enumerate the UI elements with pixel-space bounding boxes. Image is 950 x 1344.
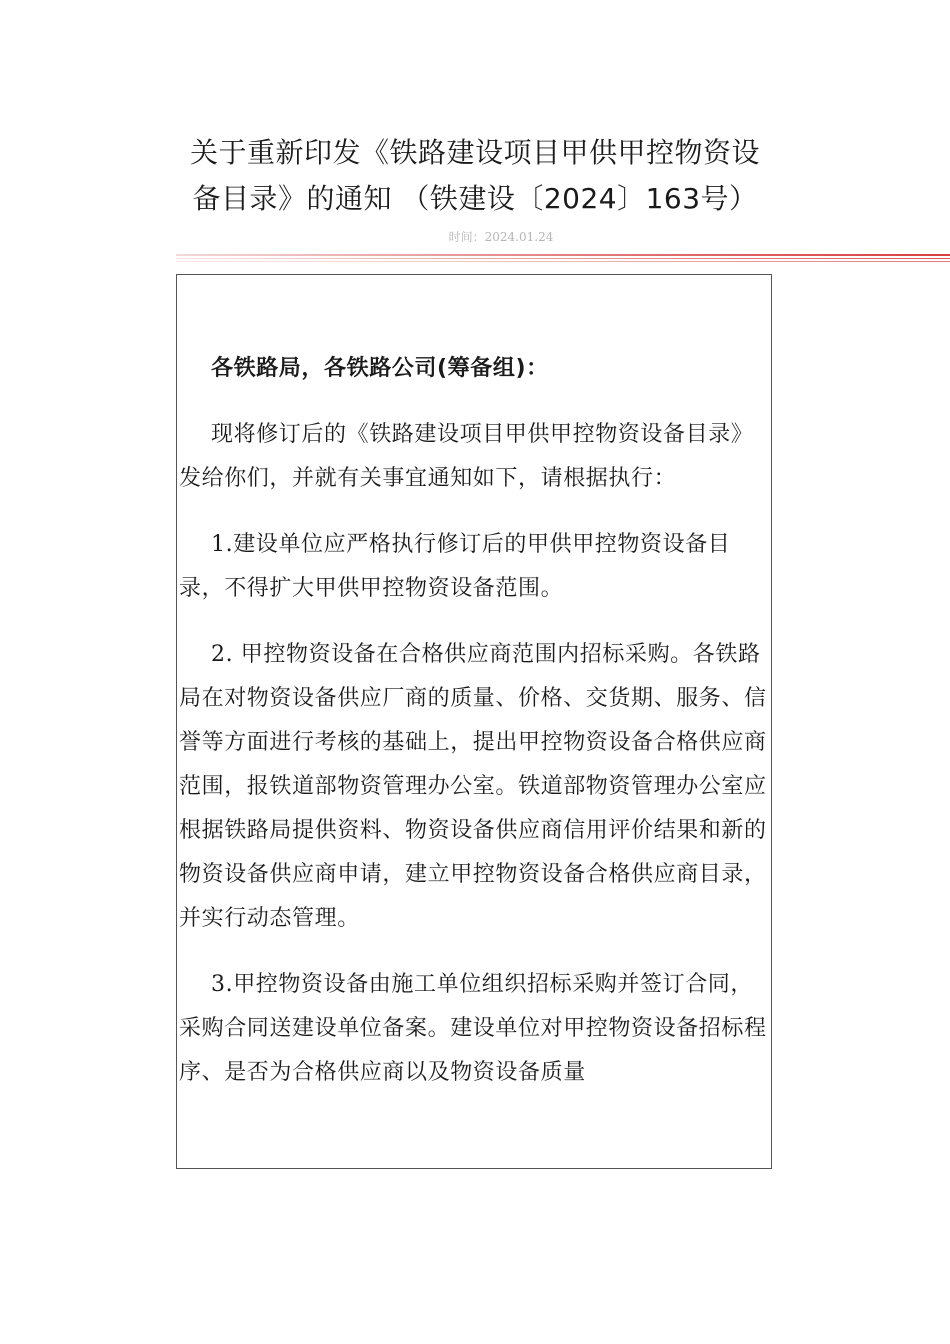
greeting: 各铁路局，各铁路公司(筹备组)： [211,356,549,381]
title-line-1: 关于重新印发《铁路建设项目甲供甲控物资设 [189,136,760,169]
paragraph-item-1: 1.建设单位应严格执行修订后的甲供甲控物资设备目录，不得扩大甲供甲控物资设备范围。 [179,532,731,601]
divider-line [176,261,950,262]
content-frame [176,274,772,1169]
title-line-2: 备目录》的通知 （铁建设〔2024〕163号） [192,182,758,215]
paragraph-item-2: 2. 甲控物资设备在合格供应商范围内招标采购。各铁路局在对物资设备供应厂商的质量、价格、交货期、服务、信誉等方面进行考核的基础上，提出甲控物资设备合格供应商范围，报铁道部物资管理办公室。铁道部物资管理办公室应根据铁路局提供资料、物资设备供应商信用评价结果和新的物资设备供应商申请，建立甲控物资设备合格供应商目录，并实行动态管理。 [179,642,767,931]
paragraph-intro: 现将修订后的《铁路建设项目甲供甲控物资设备目录》发给你们，并就有关事宜通知如下，请根据执行： [179,422,754,491]
divider-line [176,258,950,259]
title-divider [176,254,950,263]
paragraph-item-3: 3.甲控物资设备由施工单位组织招标采购并签订合同，采购合同送建设单位备案。建设单位对甲控物资设备招标程序、是否为合格供应商以及物资设备质量 [179,972,767,1085]
page-title [150,130,800,222]
notice-body [179,347,772,1117]
date-label: 时间： [448,230,485,244]
divider-line [176,254,950,256]
date-value: 2024.01.24 [484,230,554,244]
publish-date [176,228,826,245]
